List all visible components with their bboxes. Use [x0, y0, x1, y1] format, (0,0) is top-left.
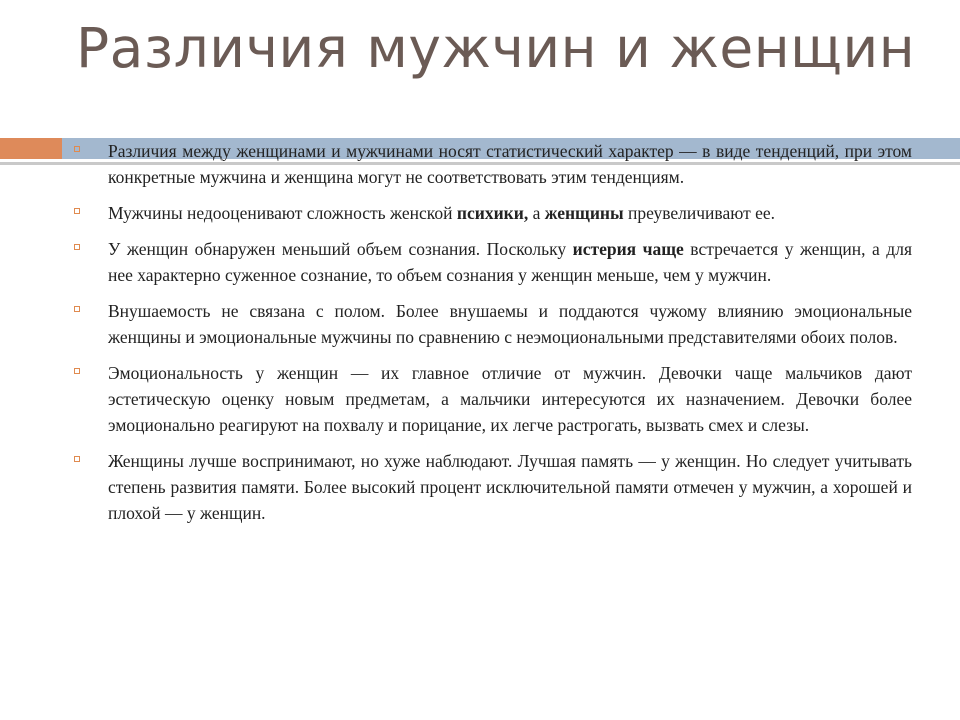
square-bullet-icon — [74, 306, 80, 312]
bullet-list — [74, 138, 912, 536]
bullet-text: преувеличивают ее. — [623, 203, 775, 223]
bullet-text: Эмоциональность у женщин — их главное отличие от мужчин. Девочки чаще мальчиков дают эстетическую оценку новым предметам, а мальчики интересуются их назначением. Девочки более эмоционально реагируют на похвалу и порицание, их легче растрогать, вызвать смех и слезы. — [108, 363, 912, 435]
bullet-text: а — [528, 203, 545, 223]
bullet-item-5 — [74, 360, 912, 438]
bullet-item-1 — [74, 138, 912, 190]
bold-term-hysteria: истерия чаще — [572, 239, 684, 259]
bold-term-psyche: психики, — [456, 203, 529, 223]
bullet-item-3 — [74, 236, 912, 288]
bullet-item-4 — [74, 298, 912, 350]
square-bullet-icon — [74, 456, 80, 462]
bullet-item-2 — [74, 200, 912, 226]
bullet-item-6 — [74, 448, 912, 526]
square-bullet-icon — [74, 146, 80, 152]
slide-title: Различия мужчин и женщин — [76, 16, 916, 80]
accent-band-orange — [0, 138, 62, 159]
bullet-text: Внушаемость не связана с полом. Более внушаемы и поддаются чужому влиянию эмоциональные женщины и эмоциональные мужчины по сравнению с неэмоциональными представителями обоих полов. — [108, 301, 912, 347]
bold-term-women: женщины — [544, 203, 624, 223]
bullet-text: У женщин обнаружен меньший объем сознания. Поскольку — [108, 239, 573, 259]
square-bullet-icon — [74, 208, 80, 214]
square-bullet-icon — [74, 368, 80, 374]
bullet-text: встречается у женщин, а для нее характерно суженное сознание, то объем сознания у женщин меньше, чем у мужчин. — [108, 239, 912, 285]
bullet-text: Женщины лучше воспринимают, но хуже наблюдают. Лучшая память — у женщин. Но следует учитывать степень развития памяти. Более высокий процент исключительной памяти отмечен у мужчин, а хорошей и плохой — у женщин. — [108, 451, 912, 523]
square-bullet-icon — [74, 244, 80, 250]
bullet-text: Мужчины недооценивают сложность женской — [108, 203, 457, 223]
bullet-text: Различия между женщинами и мужчинами носят статистический характер — в виде тенденций, при этом конкретные мужчина и женщина могут не соответствовать этим тенденциям. — [108, 141, 912, 187]
